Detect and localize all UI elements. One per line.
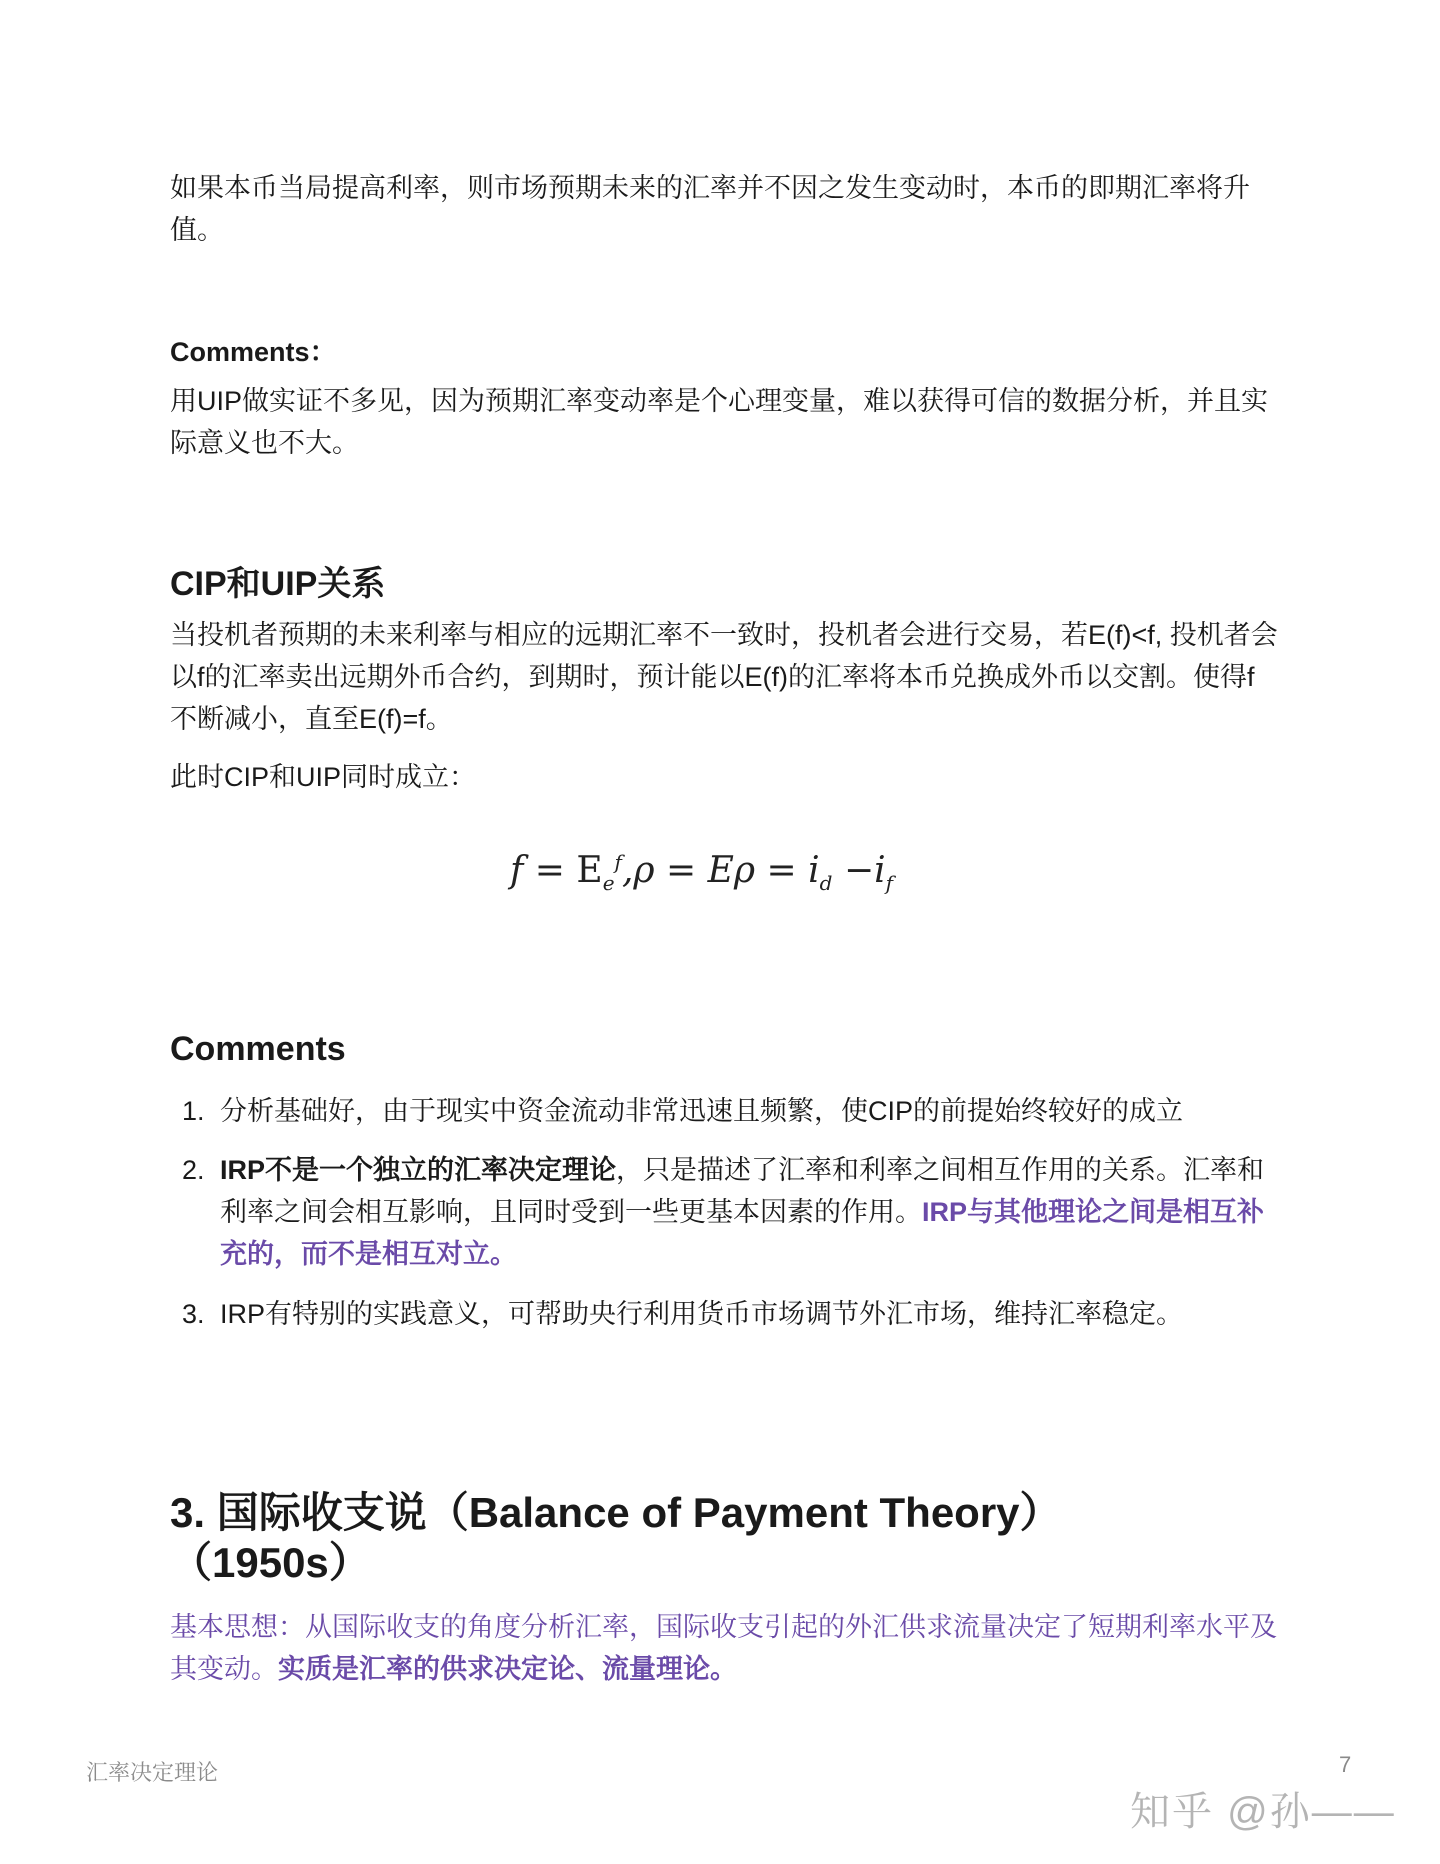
cip-uip-paragraph: 当投机者预期的未来利率与相应的远期汇率不一致时，投机者会进行交易，若E(f)<f, 投机者会以f的汇率卖出远期外币合约，到期时，预计能以E(f)的汇率将本币兑换成外币以交割。使得f不断减小，直至E(f)=f。 [170,620,1278,734]
cip-uip-formula: $f = E_e^f,\rho = E\rho = i_d -i_f$ [510,850,894,896]
list-number: 2. [182,1155,205,1185]
page-number: 7 [1339,1752,1352,1777]
bop-essence: 实质是汇率的供求决定论、流量理论。 [278,1654,737,1684]
list-text: IRP不是一个独立的汇率决定理论，只是描述了汇率和利率之间相互作用的关系。汇率和利率之间会相互影响，且同时受到一些更基本因素的作用。IRP与其他理论之间是相互补充的，而不是相互对立。 [220,1155,1265,1269]
cip-uip-heading: CIP和UIP关系 [170,565,386,603]
zhihu-watermark: 知乎 @孙—— [1130,1790,1396,1834]
bop-idea-paragraph: 基本思想：从国际收支的角度分析汇率，国际收支引起的外汇供求流量决定了短期利率水平及其变动。实质是汇率的供求决定论、流量理论。 [170,1612,1277,1684]
list-item [182,1090,1282,1132]
list-text: 分析基础好，由于现实中资金流动非常迅速且频繁，使CIP的前提始终较好的成立 [220,1096,1184,1126]
uip-comments-paragraph: 用UIP做实证不多见，因为预期汇率变动率是个心理变量，难以获得可信的数据分析，并且实际意义也不大。 [170,386,1269,458]
uip-conclusion-paragraph: 如果本币当局提高利率，则市场预期未来的汇率并不因之发生变动时，本币的即期汇率将升值。 [170,173,1250,245]
uip-comments-label: Comments： [170,337,337,367]
bop-heading: 3. 国际收支说（Balance of Payment Theory） （1950s） [170,1489,1062,1586]
list-number: 1. [182,1096,205,1126]
footer-title: 汇率决定理论 [86,1760,219,1785]
list-item [182,1293,1282,1335]
list-number: 3. [182,1299,205,1329]
list-item [182,1149,1282,1275]
bold-emphasis: IRP不是一个独立的汇率决定理论 [220,1155,617,1185]
list-text: IRP有特别的实践意义，可帮助央行利用货币市场调节外汇市场，维持汇率稳定。 [220,1299,1184,1329]
comments-heading: Comments [170,1030,346,1068]
simultaneous-paragraph: 此时CIP和UIP同时成立： [170,762,477,792]
purple-highlight: IRP与其他理论之间是相互补充的，而不是相互对立。 [220,1197,1265,1269]
